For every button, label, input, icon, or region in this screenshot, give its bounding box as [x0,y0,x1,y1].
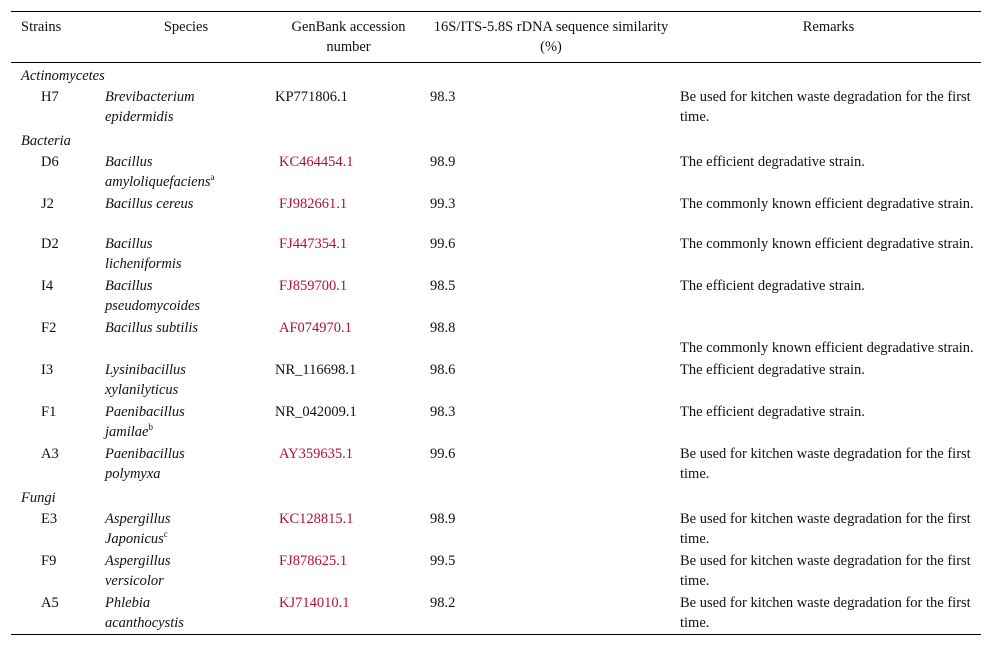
species-genus: Bacillus subtilis [105,320,199,336]
species-cell [101,359,271,401]
species-cell [101,233,271,275]
similarity-cell: 98.2 [426,592,676,635]
accession-link[interactable]: KC128815.1 [279,511,354,527]
group-row [11,128,981,151]
strain-cell: A5 [11,592,101,635]
species-epithet: polymyxa [105,466,161,482]
remarks-cell: Be used for kitchen waste degradation for the first time. [680,446,971,482]
accession-link[interactable]: KJ714010.1 [271,592,426,635]
header-similarity: 16S/ITS-5.8S rDNA sequence similarity (%) [426,12,676,63]
species-epithet: epidermidis [105,109,174,125]
group-label-actinomycetes: Actinomycetes [21,68,105,84]
species-cell [101,508,271,550]
table-row [11,86,981,128]
similarity-cell: 98.9 [430,154,456,170]
group-row [11,485,981,508]
species-epithet: licheniformis [105,256,182,272]
header-remarks: Remarks [676,12,981,63]
header-accession: GenBank accession number [271,12,426,63]
species-cell [101,550,271,592]
accession-cell: NR_116698.1 [275,362,357,378]
remarks-text: The commonly known efficient degradative strain. [680,340,974,356]
accession-link[interactable]: FJ859700.1 [279,278,348,294]
remarks-cell: The efficient degradative strain. [680,362,865,378]
species-epithet: amyloliquefaciens [105,174,211,190]
similarity-cell: 98.6 [430,362,456,378]
strain-cell: A3 [41,446,59,462]
species-cell [101,193,271,233]
group-label-bacteria: Bacteria [21,133,71,149]
remarks-cell: Be used for kitchen waste degradation for the first time. [680,511,971,547]
species-genus: Brevibacterium [105,89,195,105]
accession-link[interactable]: FJ982661.1 [279,196,348,212]
species-genus: Paenibacillus [105,404,185,420]
table-row [11,275,981,317]
accession-cell: NR_042009.1 [275,404,357,420]
similarity-cell: 98.5 [430,278,456,294]
similarity-cell: 98.9 [430,511,456,527]
table-row [11,508,981,550]
accession-link[interactable]: AY359635.1 [279,446,353,462]
strain-cell: H7 [41,89,59,105]
table-row [11,233,981,275]
species-epithet: Japonicus [105,531,164,547]
footnote-marker: a [210,172,215,183]
species-cell [101,401,271,443]
similarity-cell: 98.3 [430,404,456,420]
header-row [11,12,981,63]
accession-link[interactable]: AF074970.1 [279,320,352,336]
strain-cell: D6 [41,154,59,170]
header-strains: Strains [11,12,101,63]
accession-link[interactable]: FJ447354.1 [279,236,348,252]
strain-cell: F2 [41,320,57,336]
strain-cell: J2 [41,196,54,212]
table-row [11,401,981,443]
species-genus: Phlebia [105,595,151,611]
accession-cell: KP771806.1 [275,89,348,105]
species-cell [101,275,271,317]
strain-cell: I4 [41,278,54,294]
similarity-cell: 98.8 [430,320,456,336]
table-row [11,443,981,485]
species-epithet: acanthocystis [105,615,184,631]
footnote-marker: c [163,529,168,540]
table-row [11,193,981,233]
species-genus: Bacillus [105,154,153,170]
similarity-cell: 99.6 [430,446,456,462]
footnote-marker: b [148,422,153,433]
species-genus: Bacillus [105,236,153,252]
strain-cell: I3 [41,362,54,378]
table-container [11,11,981,635]
table-row [11,359,981,401]
remarks-cell: The efficient degradative strain. [680,278,865,294]
strain-cell: F1 [41,404,57,420]
group-row [11,63,981,87]
species-genus: Bacillus [105,278,153,294]
species-cell [101,443,271,485]
species-epithet: xylanilyticus [105,382,179,398]
table-row [11,151,981,193]
remarks-cell: The commonly known efficient degradative strain. [680,196,974,212]
remarks-cell: The commonly known efficient degradative strain. [680,236,974,252]
accession-link[interactable]: KC464454.1 [279,154,354,170]
species-genus: Aspergillus [105,511,171,527]
header-species: Species [101,12,271,63]
strain-cell: E3 [41,511,58,527]
species-genus: Paenibacillus [105,446,185,462]
group-label-fungi: Fungi [21,490,56,506]
remarks-cell: The efficient degradative strain. [680,154,865,170]
species-cell [101,317,271,359]
similarity-cell: 98.3 [430,89,456,105]
similarity-cell: 99.3 [430,196,456,212]
species-genus: Aspergillus [105,553,171,569]
species-cell [101,151,271,193]
table-row [11,550,981,592]
species-genus: Bacillus cereus [105,196,194,212]
strain-cell: D2 [41,236,59,252]
strain-cell: F9 [41,553,57,569]
species-epithet: pseudomycoides [105,298,201,314]
remarks-cell [676,317,981,359]
remarks-cell: Be used for kitchen waste degradation for the first time. [676,592,981,635]
species-cell [101,592,271,635]
remarks-cell: The efficient degradative strain. [680,404,865,420]
table-row [11,592,981,635]
similarity-cell: 99.5 [430,553,456,569]
remarks-cell: Be used for kitchen waste degradation for the first time. [680,553,971,589]
table-row [11,317,981,359]
species-epithet: jamilae [105,424,149,440]
remarks-cell: Be used for kitchen waste degradation for the first time. [680,89,971,125]
species-genus: Lysinibacillus [105,362,186,378]
species-cell [101,86,271,128]
accession-link[interactable]: FJ878625.1 [279,553,348,569]
strains-table [11,11,981,635]
species-epithet: versicolor [105,573,164,589]
similarity-cell: 99.6 [430,236,456,252]
